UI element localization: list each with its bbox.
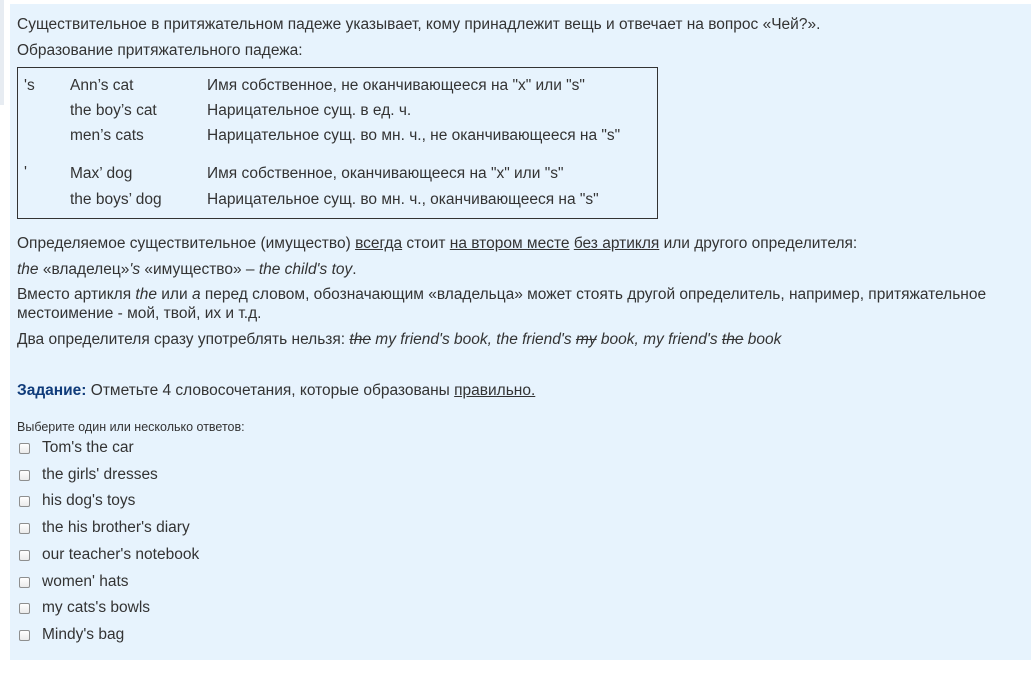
answer-option[interactable] — [17, 438, 134, 458]
answer-checkbox[interactable] — [19, 443, 30, 454]
answer-label[interactable]: the his brother's diary — [42, 519, 190, 536]
answer-option[interactable] — [17, 625, 124, 645]
struck-word: my — [575, 331, 597, 348]
question-panel — [10, 4, 1031, 660]
rule-description: Нарицательное сущ. во мн. ч., оканчивающееся на "s" — [207, 191, 599, 208]
rule-description: Имя собственное, оканчивающееся на "x" или "s" — [207, 165, 564, 182]
pattern-period: . — [352, 261, 357, 278]
rule-marker: ' — [24, 164, 27, 181]
article-note-line-1 — [17, 286, 986, 304]
answer-option[interactable] — [17, 491, 135, 511]
answer-checkbox[interactable] — [19, 470, 30, 481]
rule-description: Нарицательное сущ. во мн. ч., не оканчивающееся на "s" — [207, 127, 621, 144]
struck-word: the — [349, 331, 371, 348]
answer-checkbox[interactable] — [19, 603, 30, 614]
pattern-property: «имущество» — [140, 261, 242, 278]
intro-sentence-2: Образование притяжательного падежа: — [17, 42, 303, 59]
answer-checkbox[interactable] — [19, 577, 30, 588]
pattern-example: the child's toy — [258, 261, 353, 278]
article-note-line-2: местоимение - мой, твой, их и т.д. — [17, 305, 262, 322]
answer-checkbox[interactable] — [19, 496, 30, 507]
text-part: Два определителя сразу употреблять нельзя: — [17, 331, 350, 348]
text-part: Вместо артикля — [17, 286, 136, 303]
answer-label[interactable]: my cats's bowls — [42, 599, 151, 616]
text-part: стоит — [402, 235, 450, 252]
answer-label[interactable]: his dog's toys — [42, 492, 136, 509]
answer-label[interactable]: our teacher's notebook — [42, 546, 200, 563]
example-part: book — [743, 331, 782, 348]
answer-prompt: Выберите один или несколько ответов: — [17, 420, 245, 434]
rule-example: Ann’s cat — [70, 77, 134, 94]
text-part: перед словом, обозначающим «владельца» может стоять другой определитель, например, притяжательное — [200, 286, 987, 303]
text-part: или — [156, 286, 192, 303]
answer-checkbox[interactable] — [19, 523, 30, 534]
rule-marker: 's — [24, 77, 35, 94]
answer-label[interactable]: Tom's the car — [42, 439, 134, 456]
answer-option[interactable] — [17, 598, 150, 618]
task-label: Задание: — [17, 382, 87, 399]
defined-noun-rule — [17, 235, 857, 253]
pattern-the: the — [17, 261, 39, 278]
rules-table — [17, 67, 658, 219]
task-line — [17, 382, 535, 400]
article-a: a — [191, 286, 201, 303]
task-underlined: правильно. — [454, 382, 536, 399]
text-part: Определяемое существительное (имущество) — [17, 235, 356, 252]
answer-label[interactable]: the girls' dresses — [42, 466, 158, 483]
pattern-owner: «владелец» — [38, 261, 130, 278]
answer-label[interactable]: women' hats — [42, 573, 129, 590]
rule-example: the boys’ dog — [70, 191, 162, 208]
answer-label[interactable]: Mindy's bag — [42, 626, 125, 643]
underlined-second-place: на втором месте — [449, 235, 570, 252]
rule-example: Max’ dog — [70, 165, 133, 182]
underlined-always: всегда — [355, 235, 403, 252]
rule-example: men’s cats — [70, 127, 144, 144]
answer-option[interactable] — [17, 545, 199, 565]
intro-sentence-1: Существительное в притяжательном падеже указывает, кому принадлежит вещь и отвечает на вопрос «Чей?». — [17, 16, 821, 33]
rule-example: the boy’s cat — [70, 102, 157, 119]
rule-description: Имя собственное, не оканчивающееся на "x" или "s" — [207, 77, 585, 94]
answer-option[interactable] — [17, 465, 158, 485]
pattern-line — [17, 261, 357, 279]
answer-option[interactable] — [17, 518, 190, 538]
task-text: Отметьте 4 словосочетания, которые образованы — [86, 382, 455, 399]
pattern-s: 's — [129, 261, 141, 278]
rule-description: Нарицательное сущ. в ед. ч. — [207, 102, 412, 119]
pattern-dash: – — [241, 261, 259, 278]
example-part: book, my friend's — [596, 331, 722, 348]
two-determiners-rule — [17, 331, 781, 349]
left-gutter — [0, 0, 4, 105]
text-part: или другого определителя: — [659, 235, 858, 252]
answer-option[interactable] — [17, 572, 129, 592]
underlined-no-article: без артикля — [573, 235, 660, 252]
example-part: my friend's book, the friend's — [370, 331, 576, 348]
answer-checkbox[interactable] — [19, 550, 30, 561]
struck-word: the — [721, 331, 744, 348]
article-the: the — [135, 286, 157, 303]
answer-checkbox[interactable] — [19, 630, 30, 641]
